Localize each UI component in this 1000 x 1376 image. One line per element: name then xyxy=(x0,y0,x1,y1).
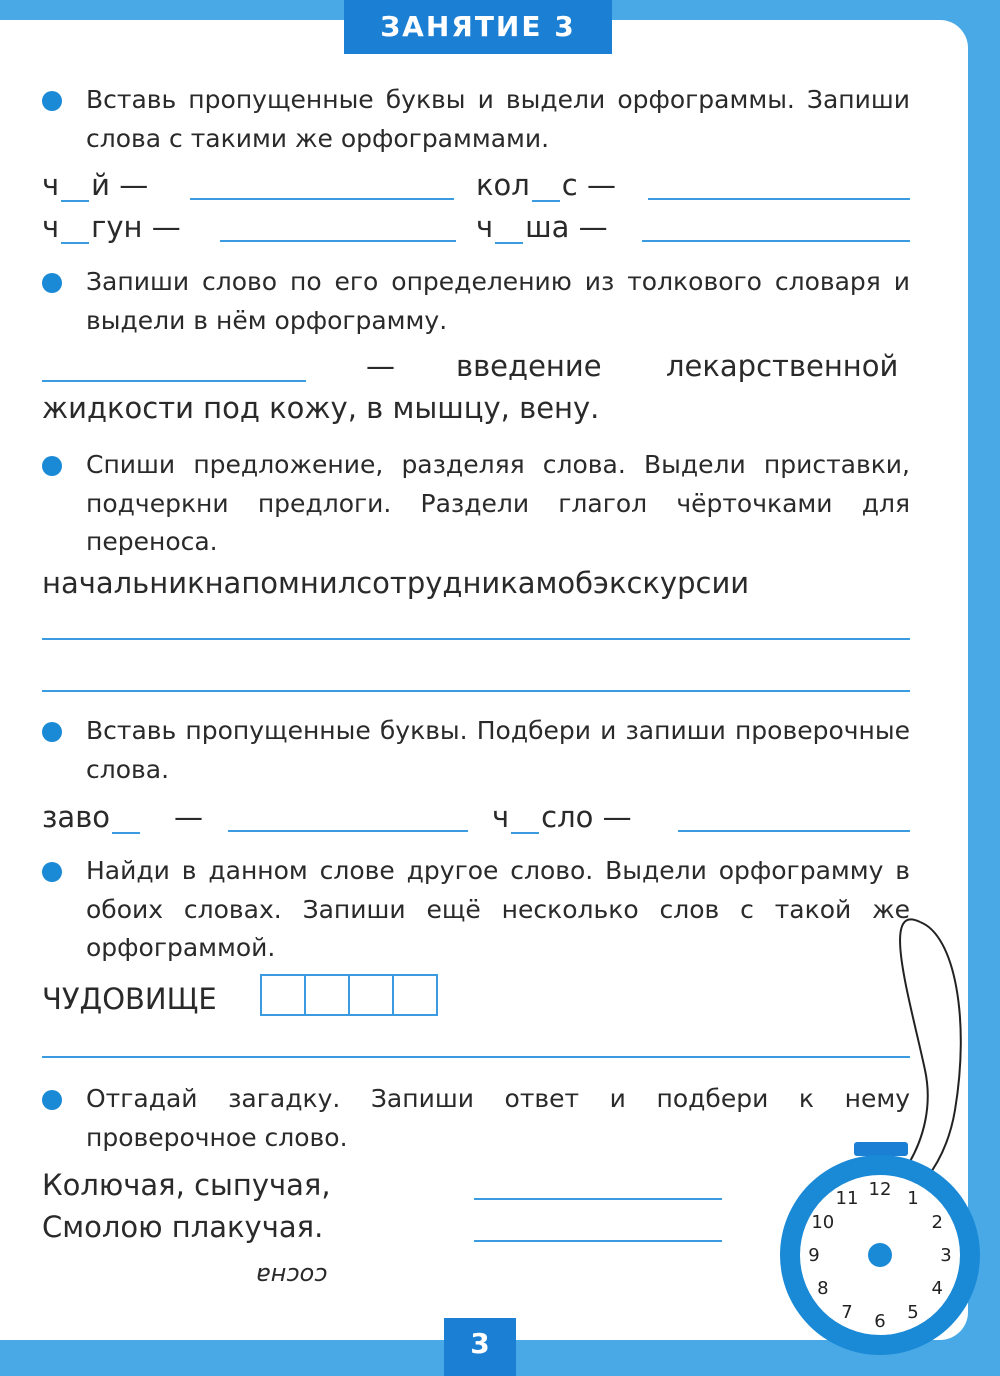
word-2: кол с — xyxy=(476,168,616,202)
answer-line[interactable] xyxy=(474,1240,722,1242)
definition-word-2: лекарственной xyxy=(666,349,899,383)
dial-number: 6 xyxy=(874,1311,886,1332)
bullet-icon xyxy=(42,862,62,882)
bullet-icon xyxy=(42,1090,62,1110)
word-zavo: заво xyxy=(42,800,142,834)
task4-instruction: Вставь пропущенные буквы. Подбери и запиши проверочные слова. xyxy=(86,716,910,784)
dial-number: 4 xyxy=(931,1278,943,1299)
answer-line[interactable] xyxy=(228,830,468,832)
bullet-icon xyxy=(42,273,62,293)
dial-number: 9 xyxy=(808,1245,820,1266)
task3-instruction: Спиши предложение, разделяя слова. Выдели приставки, подчеркни предлоги. Раздели глагол чёрточками для переноса. xyxy=(86,450,910,556)
definition-line-2: жидкости под кожу, в мышцу, вену. xyxy=(42,391,600,425)
dial-number: 10 xyxy=(811,1212,835,1233)
dial-number: 11 xyxy=(835,1187,859,1209)
sentence-to-copy: начальникнапомнилсотрудникамобэкскурсии xyxy=(42,566,750,600)
word-chislo: ч сло — xyxy=(492,800,632,834)
lesson-title: ЗАНЯТИЕ 3 xyxy=(344,0,612,54)
definition-word-1: введение xyxy=(456,349,602,383)
answer-line[interactable] xyxy=(220,240,456,242)
task6-instruction: Отгадай загадку. Запиши ответ и подбери к нему проверочное слово. xyxy=(86,1084,910,1152)
answer-line[interactable] xyxy=(42,638,910,640)
bullet-icon xyxy=(42,722,62,742)
word-1: ч й — xyxy=(42,168,149,202)
dial-number: 1 xyxy=(907,1187,919,1209)
given-word: ЧУДОВИЩЕ xyxy=(42,982,217,1016)
dial-number: 7 xyxy=(841,1302,853,1324)
definition-dash: — xyxy=(366,349,395,383)
task5-instruction: Найди в данном слове другое слово. Выдели орфограмму в обоих словах. Запиши ещё несколько слов с такой же орфограммой. xyxy=(86,856,910,962)
riddle-line-2: Смолою плакучая. xyxy=(42,1210,324,1244)
answer-line[interactable] xyxy=(648,198,910,200)
bullet-icon xyxy=(42,91,62,111)
answer-line[interactable] xyxy=(42,380,306,382)
dial-number: 8 xyxy=(817,1278,829,1299)
dial-number: 5 xyxy=(907,1302,919,1324)
dial-number: 12 xyxy=(868,1179,892,1200)
task1-instruction: Вставь пропущенные буквы и выдели орфограммы. Запиши слова с такими же орфограммами. xyxy=(86,85,910,153)
bullet-icon xyxy=(42,456,62,476)
answer-line[interactable] xyxy=(642,240,910,242)
answer-line[interactable] xyxy=(42,690,910,692)
page-number: 3 xyxy=(444,1318,516,1376)
stopwatch-icon xyxy=(770,910,1000,1360)
answer-line[interactable] xyxy=(190,198,454,200)
task2-instruction: Запиши слово по его определению из толкового словаря и выдели в нём орфограмму. xyxy=(86,267,910,335)
riddle-answer: сосна xyxy=(256,1262,328,1290)
word-4: ч ша — xyxy=(476,210,608,244)
word-3: ч гун — xyxy=(42,210,181,244)
riddle-line-1: Колючая, сыпучая, xyxy=(42,1168,331,1202)
letter-boxes[interactable] xyxy=(260,974,438,1016)
answer-line[interactable] xyxy=(678,830,910,832)
dial-number: 2 xyxy=(931,1212,943,1233)
answer-line[interactable] xyxy=(474,1198,722,1200)
dial-number: 3 xyxy=(940,1245,952,1266)
dash: — xyxy=(174,800,203,834)
